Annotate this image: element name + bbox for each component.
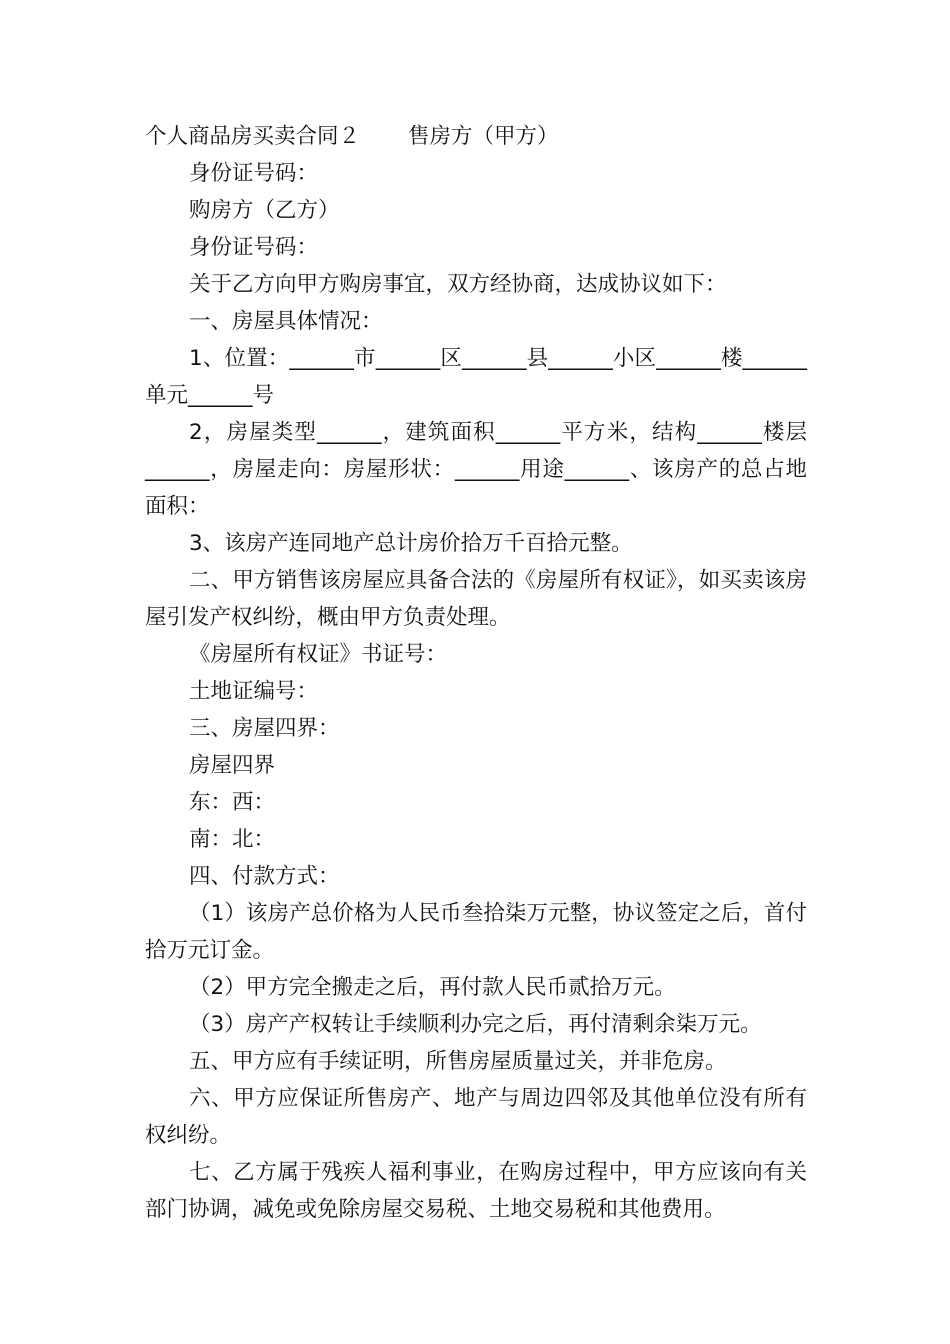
section-heading: 一、房屋具体情况：	[189, 309, 383, 334]
section-heading: 三、房屋四界：	[189, 716, 340, 741]
paragraph: 购房方（乙方）	[189, 198, 340, 223]
paragraph: 3、该房产连同地产总计房价拾万千百拾元整。	[189, 531, 633, 556]
document-body	[145, 118, 807, 1228]
paragraph: 房屋四界	[189, 753, 276, 778]
section-heading: 七、乙方属于残疾人福利事业，在购房过程中，甲方应该向有关部门协调，减免或免除房屋交易税、土地交易税和其他费用。	[145, 1160, 807, 1222]
document-title-line	[145, 118, 807, 155]
paragraph: 1、位置：______市______区______县______小区______楼______单元______号	[145, 346, 807, 408]
paragraph: 2，房屋类型______，建筑面积______平方米，结构______楼层______，房屋走向：房屋形状：______用途______、该房产的总占地面积：	[145, 420, 807, 519]
paragraph: 南：北：	[189, 827, 276, 852]
paragraph: 东：西：	[189, 790, 276, 815]
section-heading: 二、甲方销售该房屋应具备合法的《房屋所有权证》，如买卖该房屋引发产权纠纷，概由甲方负责处理。	[145, 568, 807, 630]
section-heading: 四、付款方式：	[189, 864, 340, 889]
seller-party-label: 售房方（甲方）	[408, 124, 559, 149]
paragraph: 土地证编号：	[189, 679, 319, 704]
section-heading: 五、甲方应有手续证明，所售房屋质量过关，并非危房。	[189, 1049, 727, 1074]
paragraph: （2）甲方完全搬走之后，再付款人民币贰拾万元。	[189, 975, 676, 1000]
paragraph: 身份证号码：	[189, 235, 319, 260]
paragraph: 关于乙方向甲方购房事宜，双方经协商，达成协议如下：	[189, 272, 727, 297]
paragraph: 身份证号码：	[189, 161, 319, 186]
paragraph: 《房屋所有权证》书证号：	[189, 642, 448, 667]
paragraph: （3）房产产权转让手续顺利办完之后，再付清剩余柒万元。	[189, 1012, 762, 1037]
section-heading: 六、甲方应保证所售房产、地产与周边四邻及其他单位没有所有权纠纷。	[145, 1086, 807, 1148]
document-title: 个人商品房买卖合同２	[145, 124, 361, 149]
paragraph: （1）该房产总价格为人民币叁拾柒万元整，协议签定之后，首付拾万元订金。	[145, 901, 807, 963]
